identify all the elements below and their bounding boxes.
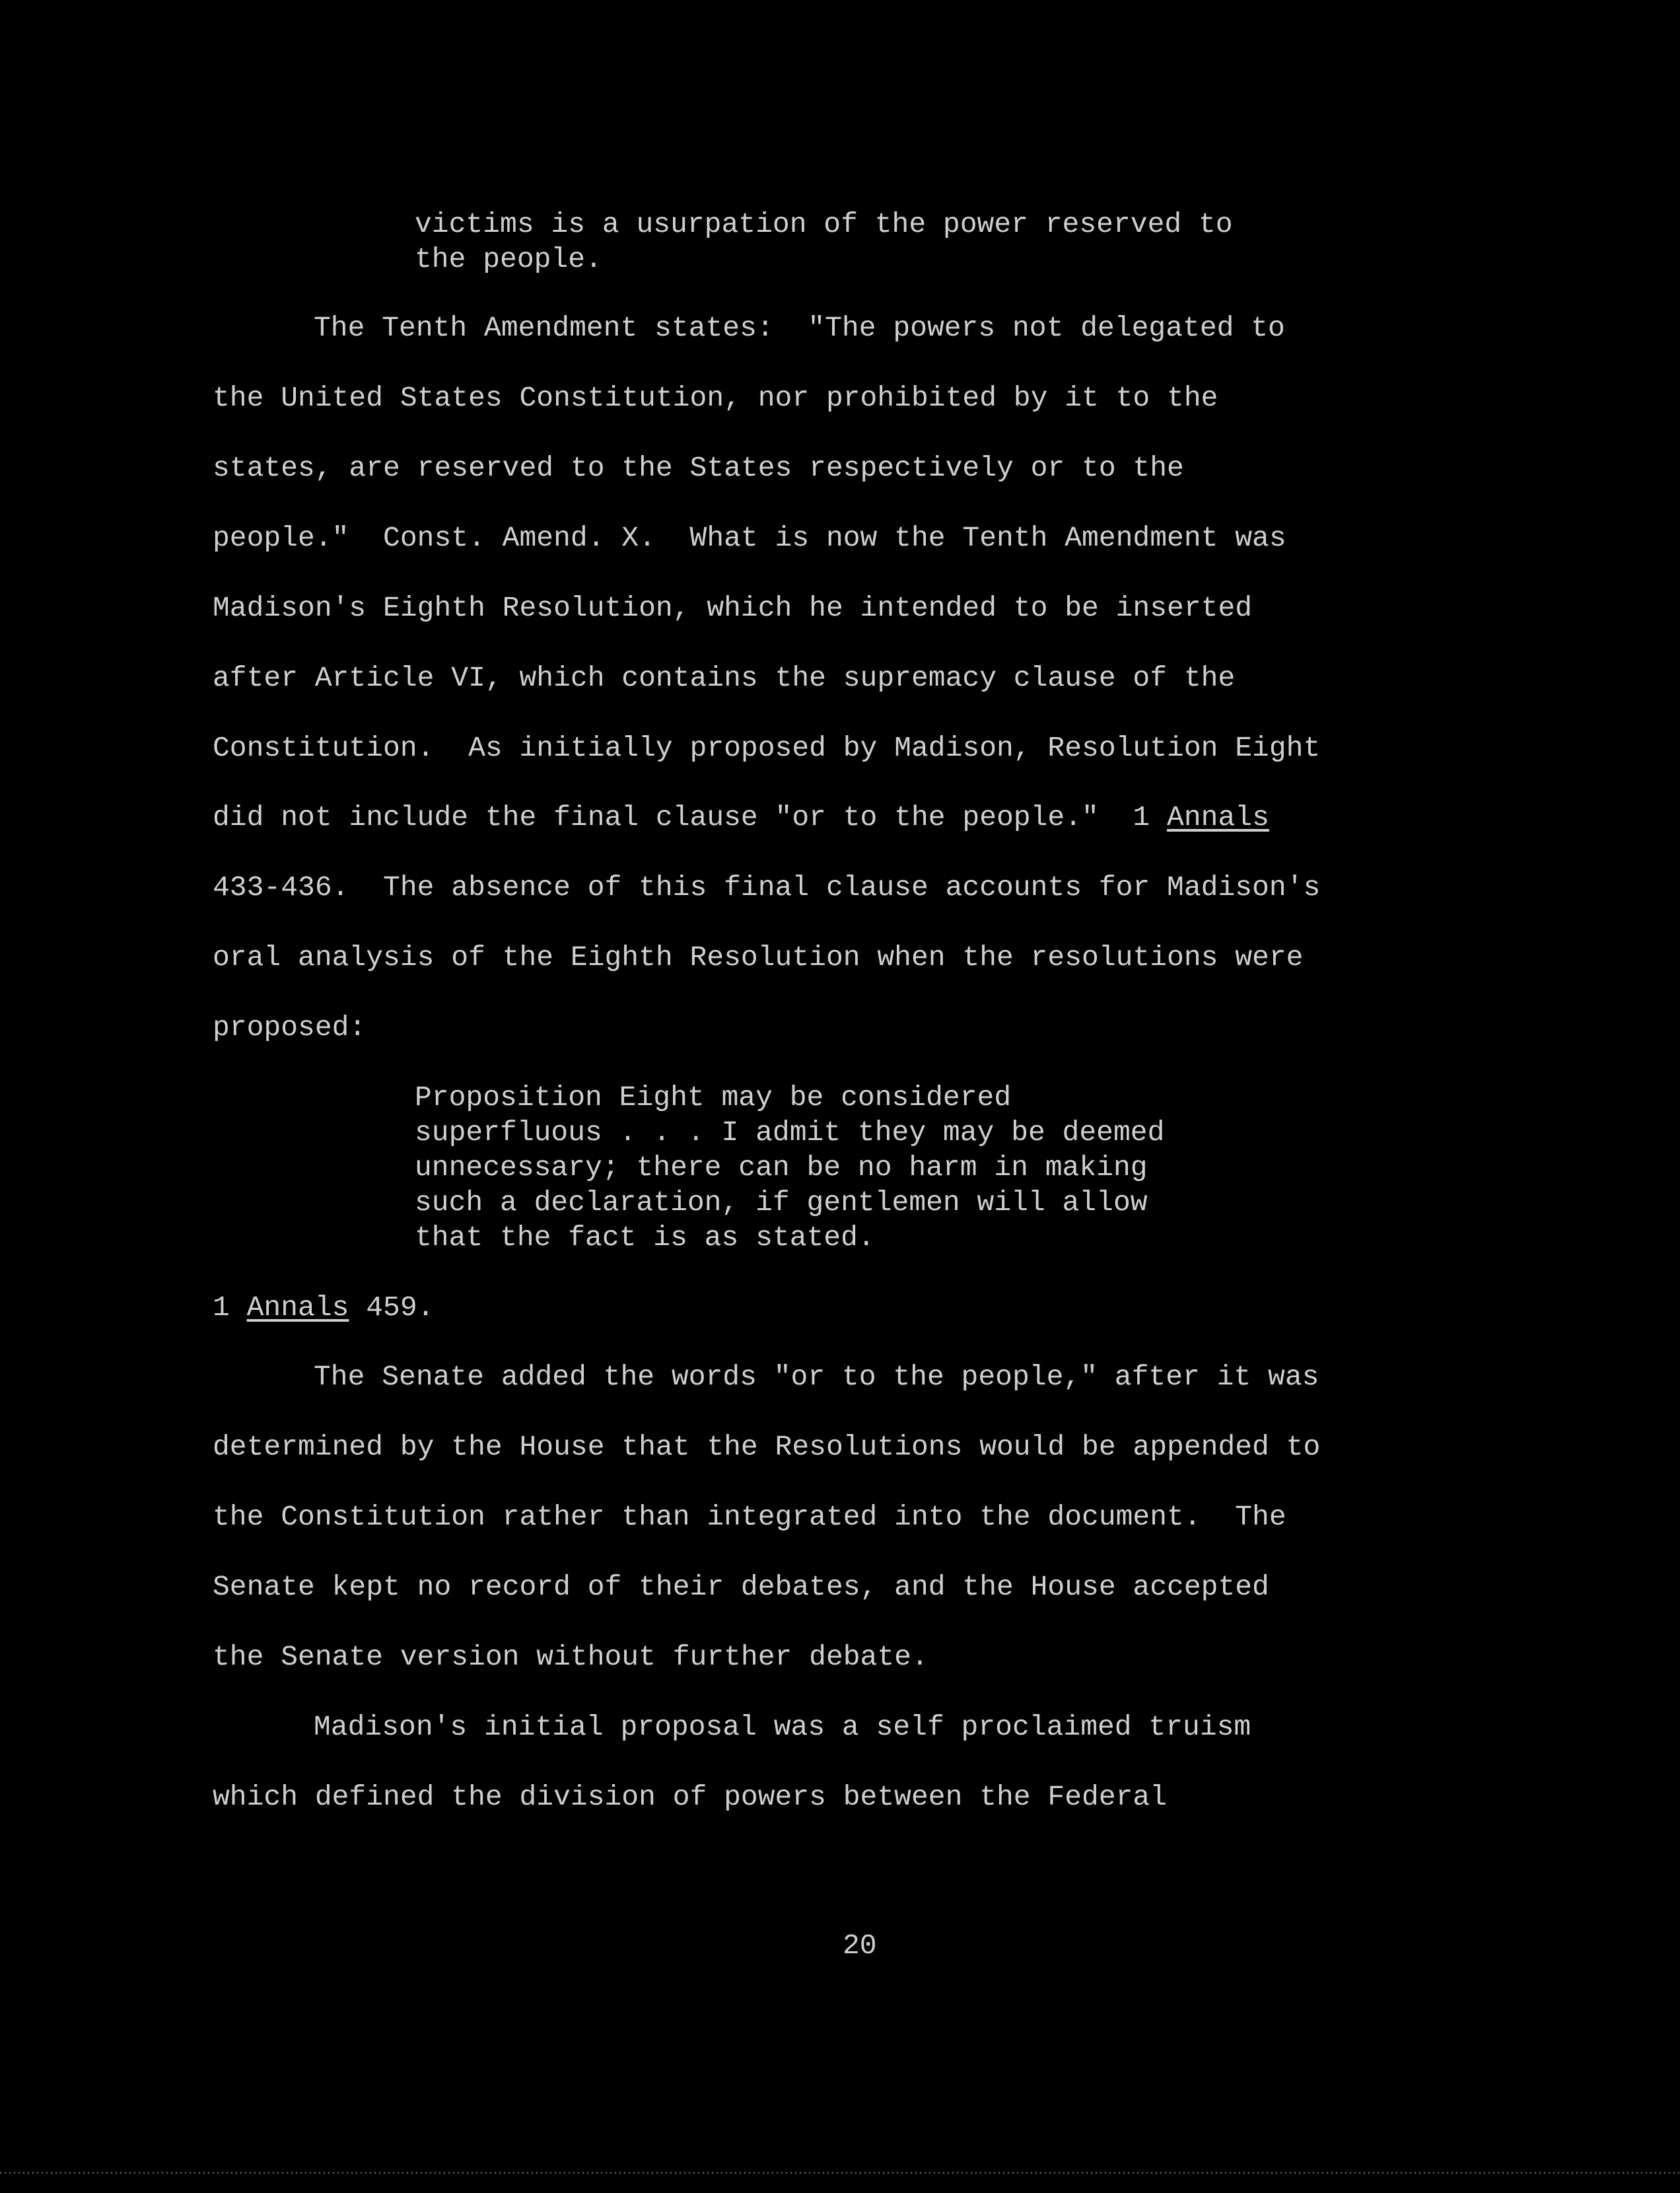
- paragraph-1-line-1: The Tenth Amendment states: "The powers not delegated to: [314, 312, 1285, 344]
- annals-citation-2: Annals: [246, 1291, 349, 1324]
- scan-artifact-line: [0, 2172, 1680, 2174]
- paragraph-1-line-8: [213, 803, 1269, 832]
- paragraph-3-line-2: which defined the division of powers between the Federal: [213, 1781, 1168, 1813]
- block-quote-line-1: Proposition Eight may be considered: [415, 1081, 1012, 1114]
- block-quote-top-line-2: the people.: [415, 243, 602, 275]
- quote-citation-prefix: 1: [213, 1291, 247, 1324]
- paragraph-1-line-10: oral analysis of the Eighth Resolution when the resolutions were: [213, 941, 1304, 974]
- paragraph-1-line-11: proposed:: [213, 1011, 367, 1044]
- paragraph-2-line-4: Senate kept no record of their debates, and the House accepted: [213, 1571, 1269, 1603]
- paragraph-1-line-7: Constitution. As initially proposed by Madison, Resolution Eight: [213, 732, 1321, 764]
- block-quote-line-3: unnecessary; there can be no harm in making: [415, 1151, 1148, 1184]
- block-quote-line-5: that the fact is as stated.: [415, 1221, 875, 1254]
- quote-citation-suffix: 459.: [349, 1291, 435, 1324]
- paragraph-2-line-5: the Senate version without further debate.: [213, 1641, 928, 1673]
- paragraph-1-line-5: Madison's Eighth Resolution, which he intended to be inserted: [213, 592, 1253, 624]
- paragraph-2-line-1: The Senate added the words "or to the people," after it was: [314, 1361, 1319, 1393]
- paragraph-2-line-2: determined by the House that the Resolutions would be appended to: [213, 1431, 1321, 1463]
- block-quote-line-4: such a declaration, if gentlemen will allow: [415, 1186, 1148, 1219]
- paragraph-3-line-1: Madison's initial proposal was a self proclaimed truism: [314, 1711, 1251, 1743]
- quote-citation: [213, 1293, 434, 1322]
- page-number: 20: [843, 1929, 877, 1962]
- block-quote-line-2: superfluous . . . I admit they may be deemed: [415, 1116, 1165, 1149]
- paragraph-1-line-4: people." Const. Amend. X. What is now the Tenth Amendment was: [213, 522, 1286, 554]
- paragraph-1-line-3: states, are reserved to the States respectively or to the: [213, 452, 1184, 484]
- block-quote-top-line-1: victims is a usurpation of the power reserved to: [415, 208, 1233, 240]
- paragraph-1-line-9: 433-436. The absence of this final clause accounts for Madison's: [213, 871, 1321, 904]
- paragraph-2-line-3: the Constitution rather than integrated into the document. The: [213, 1501, 1286, 1533]
- paragraph-1-line-2: the United States Constitution, nor prohibited by it to the: [213, 382, 1218, 414]
- paragraph-1-line-6: after Article VI, which contains the supremacy clause of the: [213, 662, 1236, 694]
- annals-citation: Annals: [1167, 801, 1269, 834]
- paragraph-1-line-8-text: did not include the final clause "or to the people." 1: [213, 801, 1168, 834]
